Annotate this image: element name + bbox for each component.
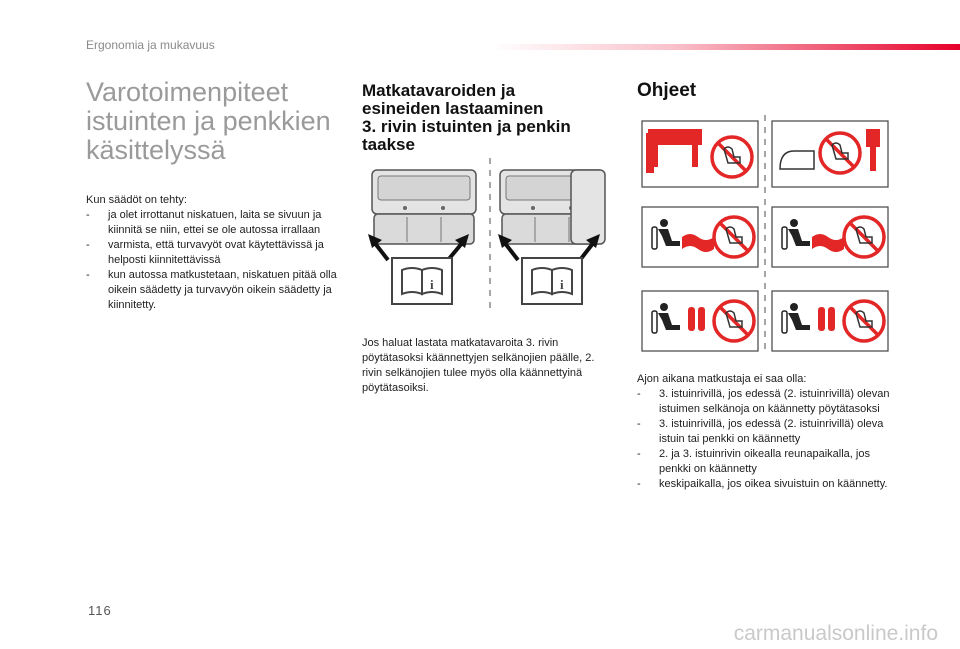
- loading-title-line: Matkatavaroiden ja: [362, 81, 516, 100]
- instructions-list: [637, 387, 899, 492]
- precautions-title-line: Varotoimenpiteet: [86, 77, 289, 107]
- instructions-illustration: [640, 115, 890, 355]
- prohibited-icon: [714, 301, 754, 341]
- prohibited-icon: [820, 133, 860, 173]
- list-item: - 3. istuinrivillä, jos edessä (2. istuinrivillä) oleva istuin tai penkki on käännetty: [637, 417, 899, 447]
- list-item: - varmista, että turvavyöt ovat käytettävissä ja helposti kiinnitettävissä: [86, 238, 351, 268]
- instructions-title: Ohjeet: [637, 80, 697, 101]
- panel-center-seat: [772, 291, 888, 351]
- folded-seat-illustration: [571, 170, 605, 244]
- manual-book-icon: [522, 258, 582, 304]
- precautions-title-line: istuinten ja penkkien: [86, 106, 331, 136]
- panel-outer-seat: [642, 207, 758, 267]
- instructions-intro: Ajon aikana matkustaja ei saa olla:: [637, 373, 807, 385]
- list-item: - keskipaikalla, jos oikea sivuistuin on käännetty.: [637, 477, 899, 492]
- prohibited-icon: [844, 217, 884, 257]
- column-precautions: [86, 78, 351, 313]
- seat-loading-illustration: [368, 158, 613, 310]
- precautions-list: [86, 208, 351, 313]
- loading-title-line: esineiden lastaaminen: [362, 99, 544, 118]
- list-item: - 2. ja 3. istuinrivin oikealla reunapaikalla, jos penkki on käännetty: [637, 447, 899, 477]
- page-number: 116: [88, 603, 112, 618]
- column-instructions: [637, 80, 897, 102]
- header-accent-rule: [490, 44, 960, 50]
- prohibited-icon: [844, 301, 884, 341]
- loading-title-line: taakse: [362, 135, 415, 154]
- loading-body: Jos haluat lastata matkatavaroita 3. rivin pöytätasoksi käännettyjen selkänojien päälle, 2. rivin selkänojien tulee myös olla käännettyinä pöytätasoiksi.: [362, 337, 595, 394]
- loading-title: [362, 82, 602, 154]
- column-loading: [362, 82, 602, 154]
- prohibited-icon: [712, 137, 752, 177]
- list-item: - 3. istuinrivillä, jos edessä (2. istuinrivillä) olevan istuimen selkänoja on käännetty pöytätasoksi: [637, 387, 899, 417]
- panel-seat-folded: [772, 121, 888, 187]
- panel-outer-seat: [772, 207, 888, 267]
- instructions-text: [637, 372, 899, 492]
- loading-title-line: 3. rivin istuinten ja penkin: [362, 117, 571, 136]
- page-header-section: Ergonomia ja mukavuus: [86, 38, 215, 52]
- panel-center-seat: [642, 291, 758, 351]
- prohibited-icon: [714, 217, 754, 257]
- list-item: - ja olet irrottanut niskatuen, laita se sivuun ja kiinnitä se niin, ettei se ole autossa irrallaan: [86, 208, 351, 238]
- manual-book-icon: [392, 258, 452, 304]
- panel-table-folded: [642, 121, 758, 187]
- list-item: - kun autossa matkustetaan, niskatuen pitää olla oikein säädetty ja turvavyön oikein säädetty ja kiinnitetty.: [86, 268, 351, 313]
- precautions-intro: Kun säädöt on tehty:: [86, 194, 187, 206]
- watermark-text: carmanualsonline.info: [733, 622, 938, 645]
- precautions-text: [86, 193, 351, 313]
- precautions-title-line: käsittelyssä: [86, 135, 226, 165]
- precautions-title: [86, 78, 351, 165]
- seat-row-illustration: [372, 170, 476, 244]
